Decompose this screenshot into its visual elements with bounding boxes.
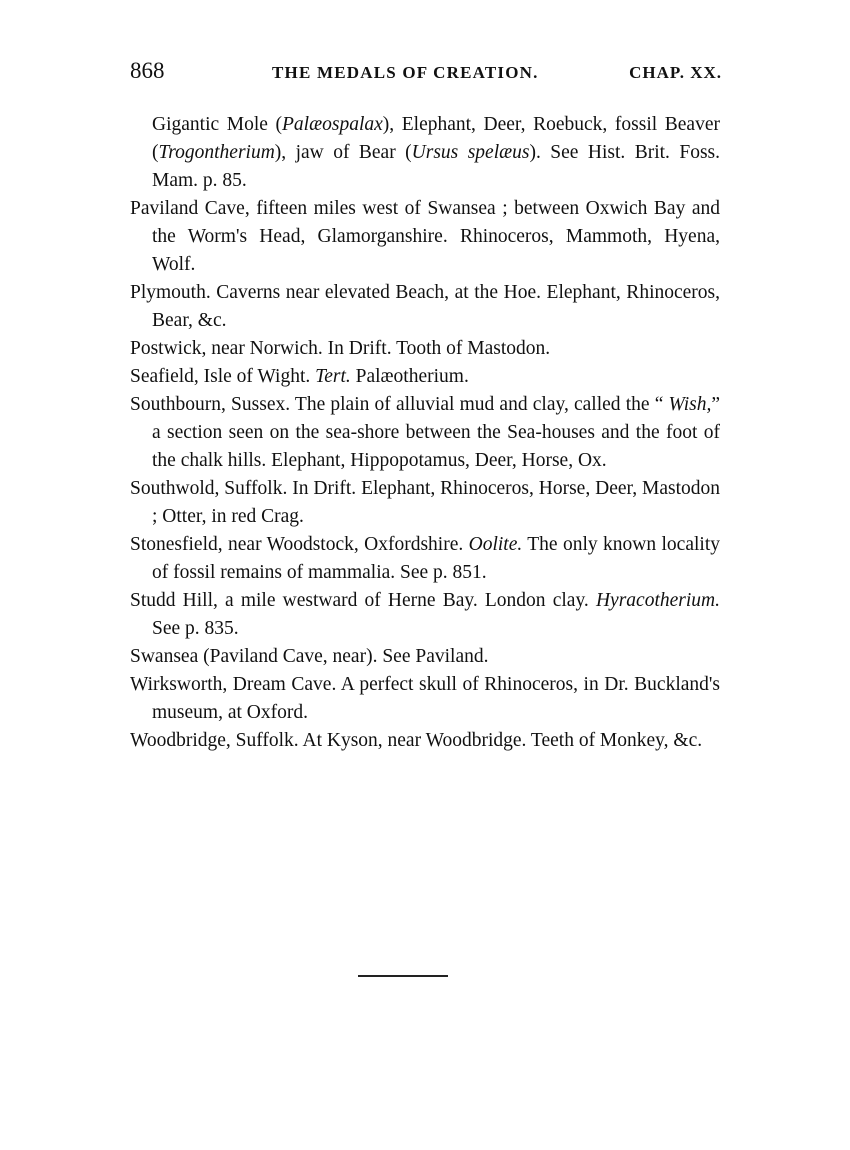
list-item <box>130 727 720 755</box>
entry-text: Palæotherium. <box>350 366 469 387</box>
entry-text: Plymouth. Caverns near elevated Beach, at the Hoe. Elephant, Rhinoceros, Bear, &c. <box>130 282 720 331</box>
entry-text: Gigantic Mole ( <box>152 114 283 135</box>
list-item <box>130 391 720 475</box>
locality-list <box>130 111 720 755</box>
list-item <box>130 279 720 335</box>
list-item <box>130 475 720 531</box>
italic-term: Palæospalax <box>282 114 383 135</box>
list-item <box>130 587 720 643</box>
running-head <box>130 58 722 88</box>
entry-text: Stonesfield, near Woodstock, Oxfordshire. <box>130 534 469 555</box>
chapter-label: CHAP. XX. <box>629 63 722 82</box>
italic-term: Hyracotherium. <box>595 590 720 611</box>
italic-term: Oolite. <box>468 534 523 555</box>
list-item <box>130 671 720 727</box>
list-item <box>130 195 720 279</box>
entry-text: ). See Hist. Brit. Foss. Mam. p. 85. <box>152 142 721 191</box>
entry-text: Postwick, near Norwich. In Drift. Tooth of Mastodon. <box>130 338 551 359</box>
entry-text: The only known locality of fossil remains of mammalia. See p. 851. <box>152 534 720 583</box>
list-item <box>130 643 720 671</box>
entry-text: Seafield, Isle of Wight. <box>130 366 316 387</box>
page-number: 868 <box>130 58 165 83</box>
entry-text: ” a section seen on the sea-shore between the Sea-houses and the foot of the chalk hills. Elephant, Hippopotamus, Deer, Horse, Ox. <box>152 394 720 471</box>
entry-text: Paviland Cave, fifteen miles west of Swansea ; between Oxwich Bay and the Worm's Head, Glamorganshire. Rhinoceros, Mammoth, Hyena, Wolf. <box>130 198 720 275</box>
entry-text: ), Elephant, Deer, Roebuck, fossil Beaver ( <box>152 114 720 163</box>
list-item <box>130 335 720 363</box>
entry-text: Studd Hill, a mile westward of Herne Bay. London clay. <box>130 590 596 611</box>
entry-text: Woodbridge, Suffolk. At Kyson, near Woodbridge. Teeth of Monkey, &c. <box>130 730 703 751</box>
running-title: THE MEDALS OF CREATION. <box>272 63 539 82</box>
italic-term: Tert. <box>315 366 351 387</box>
italic-term: Wish, <box>668 394 712 415</box>
entry-text: Southbourn, Sussex. The plain of alluvial mud and clay, called the “ <box>130 394 669 415</box>
list-item <box>130 111 720 195</box>
entry-text: See p. 835. <box>152 618 239 639</box>
end-rule <box>358 975 448 977</box>
entry-text: Swansea (Paviland Cave, near). See Paviland. <box>130 646 489 667</box>
italic-term: Trogontherium <box>158 142 275 163</box>
list-item <box>130 363 720 391</box>
entry-text: Southwold, Suffolk. In Drift. Elephant, Rhinoceros, Horse, Deer, Mastodon ; Otter, in red Crag. <box>130 478 720 527</box>
italic-term: Ursus spelæus <box>411 142 530 163</box>
list-item <box>130 531 720 587</box>
entry-text: ), jaw of Bear ( <box>274 142 412 163</box>
entry-text: Wirksworth, Dream Cave. A perfect skull of Rhinoceros, in Dr. Buckland's museum, at Oxford. <box>130 674 720 723</box>
